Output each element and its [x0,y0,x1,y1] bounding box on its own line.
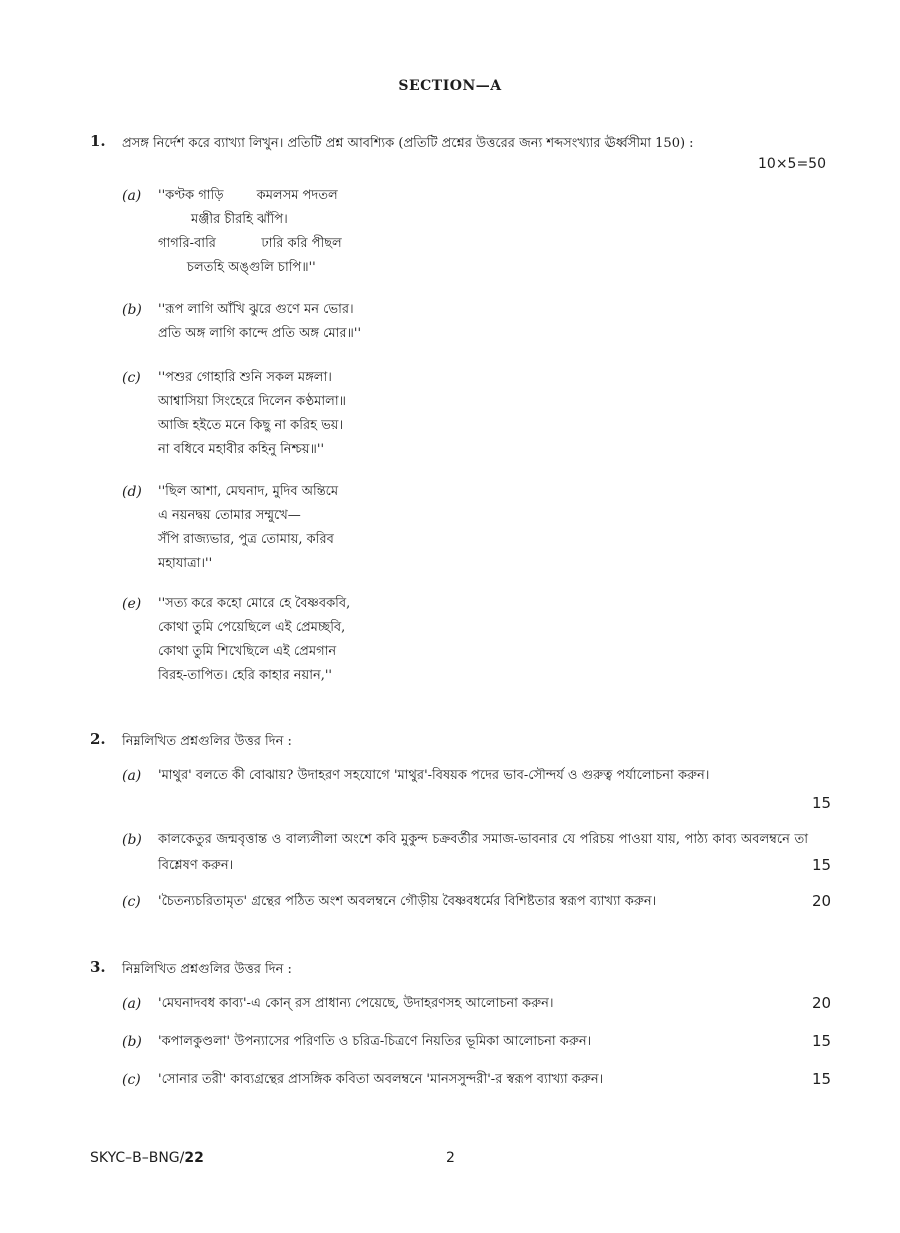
verse-line: এ নয়নদ্বয় তোমার সম্মুখে— [158,508,301,523]
q3-part-b-label: (b) [122,1034,142,1050]
question-2-instruction: নিম্নলিখিত প্রশ্নগুলির উত্তর দিন : [122,734,292,749]
verse-line: বিরহ-তাপিত। হেরি কাহার নয়ান,'' [158,668,333,683]
verse-line: আশ্বাসিয়া সিংহেরে দিলেন কণ্ঠমালা॥ [158,394,346,409]
q2-part-a-text: 'মাথুর' বলতে কী বোঝায়? উদাহরণ সহযোগে 'মাথুর'-বিষয়ক পদের ভাব-সৌন্দর্য ও গুরুত্ব পর্যালোচনা করুন। [158,768,710,783]
q1-part-a-label: (a) [122,188,142,204]
q1-part-e-label: (e) [122,596,142,612]
q3-part-c-label: (c) [122,1072,141,1088]
question-3-number: 3. [90,958,106,976]
q2-part-b-label: (b) [122,832,142,848]
q3-part-b-text: 'কপালকুণ্ডলা' উপন্যাসের পরিণতি ও চরিত্র-চিত্রণে নিয়তির ভূমিকা আলোচনা করুন। [158,1034,592,1049]
q1-part-b-label: (b) [122,302,142,318]
q3-part-c-marks: 15 [812,1070,832,1088]
section-title: SECTION—A [398,78,502,94]
q2-part-a-label: (a) [122,768,142,784]
verse-line: কোথা তুমি শিখেছিলে এই প্রেমগান [158,644,337,659]
q1-part-c-label: (c) [122,370,141,386]
verse-line: আজি হইতে মনে কিছু না করিহ ভয়। [158,418,344,433]
verse-line: গাগরি-বারি ঢারি করি পীছল [158,236,342,251]
paper-code-year: 22 [184,1150,204,1166]
verse-line: প্রতি অঙ্গ লাগি কান্দে প্রতি অঙ্গ মোর॥'' [158,326,362,341]
question-1-marks: 10×5=50 [758,156,826,172]
question-1-number: 1. [90,132,106,150]
q1-part-b-verse [158,298,361,346]
verse-line: কোথা তুমি পেয়েছিলে এই প্রেমচ্ছবি, [158,620,346,635]
q3-part-c-text: 'সোনার তরী' কাব্যগ্রন্থের প্রাসঙ্গিক কবিতা অবলম্বনে 'মানসসুন্দরী'-র স্বরূপ ব্যাখ্যা করুন। [158,1072,604,1087]
q2-part-c-marks: 20 [812,892,832,910]
q3-part-a-text: 'মেঘনাদবধ কাব্য'-এ কোন্ রস প্রাধান্য পেয়েছে, উদাহরণসহ আলোচনা করুন। [158,996,554,1011]
page-number: 2 [446,1150,455,1166]
q3-part-b-marks: 15 [812,1032,832,1050]
paper-code-prefix: SKYC–B–BNG/ [90,1150,185,1166]
question-2-number: 2. [90,730,106,748]
q3-part-a-marks: 20 [812,994,832,1012]
verse-line: ''রূপ লাগি আঁখি ঝুরে গুণে মন ভোর। [158,302,354,317]
q1-part-e-verse [158,592,350,688]
verse-line: না বধিবে মহাবীর কহিনু নিশ্চয়॥'' [158,442,325,457]
verse-line: সঁপি রাজ্যভার, পুত্র তোমায়, করিব [158,532,334,547]
q2-part-a-marks: 15 [812,794,832,812]
q1-part-a-verse [158,184,342,280]
q2-part-b-marks: 15 [812,856,832,874]
q1-part-c-verse [158,366,346,462]
verse-line: ''পশুর গোহারি শুনি সকল মঙ্গলা। [158,370,332,385]
q2-part-c-text: 'চৈতন্যচরিতামৃত' গ্রন্থের পঠিত অংশ অবলম্বনে গৌড়ীয় বৈষ্ণবধর্মের বিশিষ্টতার স্বরূপ ব্যাখ্যা করুন। [158,894,657,909]
q2-part-b-text: কালকেতুর জন্মবৃত্তান্ত ও বাল্যলীলা অংশে কবি মুকুন্দ চক্রবর্তীর সমাজ-ভাবনার যে পরিচয় পাওয়া যায়, পাঠ্য কাব্য অবলম্বনে তা বিশ্লেষণ করুন। [158,832,808,873]
verse-line: চলতহি অঙ্গুলি চাপি॥'' [158,260,316,275]
q1-part-d-label: (d) [122,484,142,500]
question-3-instruction: নিম্নলিখিত প্রশ্নগুলির উত্তর দিন : [122,962,292,977]
verse-line: ''ছিল আশা, মেঘনাদ, মুদিব অন্তিমে [158,484,339,499]
verse-line: ''কণ্টক গাড়ি কমলসম পদতল [158,188,338,203]
paper-code [90,1150,204,1166]
q3-part-a-label: (a) [122,996,142,1012]
question-1-instruction: প্রসঙ্গ নির্দেশ করে ব্যাখ্যা লিখুন। প্রতিটি প্রশ্ন আবশ্যিক (প্রতিটি প্রশ্নের উত্তরের জন্য শব্দসংখ্যার ঊর্ধ্বসীমা 150) : [122,136,694,151]
verse-line: ''সত্য করে কহো মোরে হে বৈষ্ণবকবি, [158,596,351,611]
q2-part-c-label: (c) [122,894,141,910]
verse-line: মঞ্জীর চীরহি ঝাঁপি। [158,212,288,227]
verse-line: মহাযাত্রা।'' [158,556,213,571]
q1-part-d-verse [158,480,338,576]
